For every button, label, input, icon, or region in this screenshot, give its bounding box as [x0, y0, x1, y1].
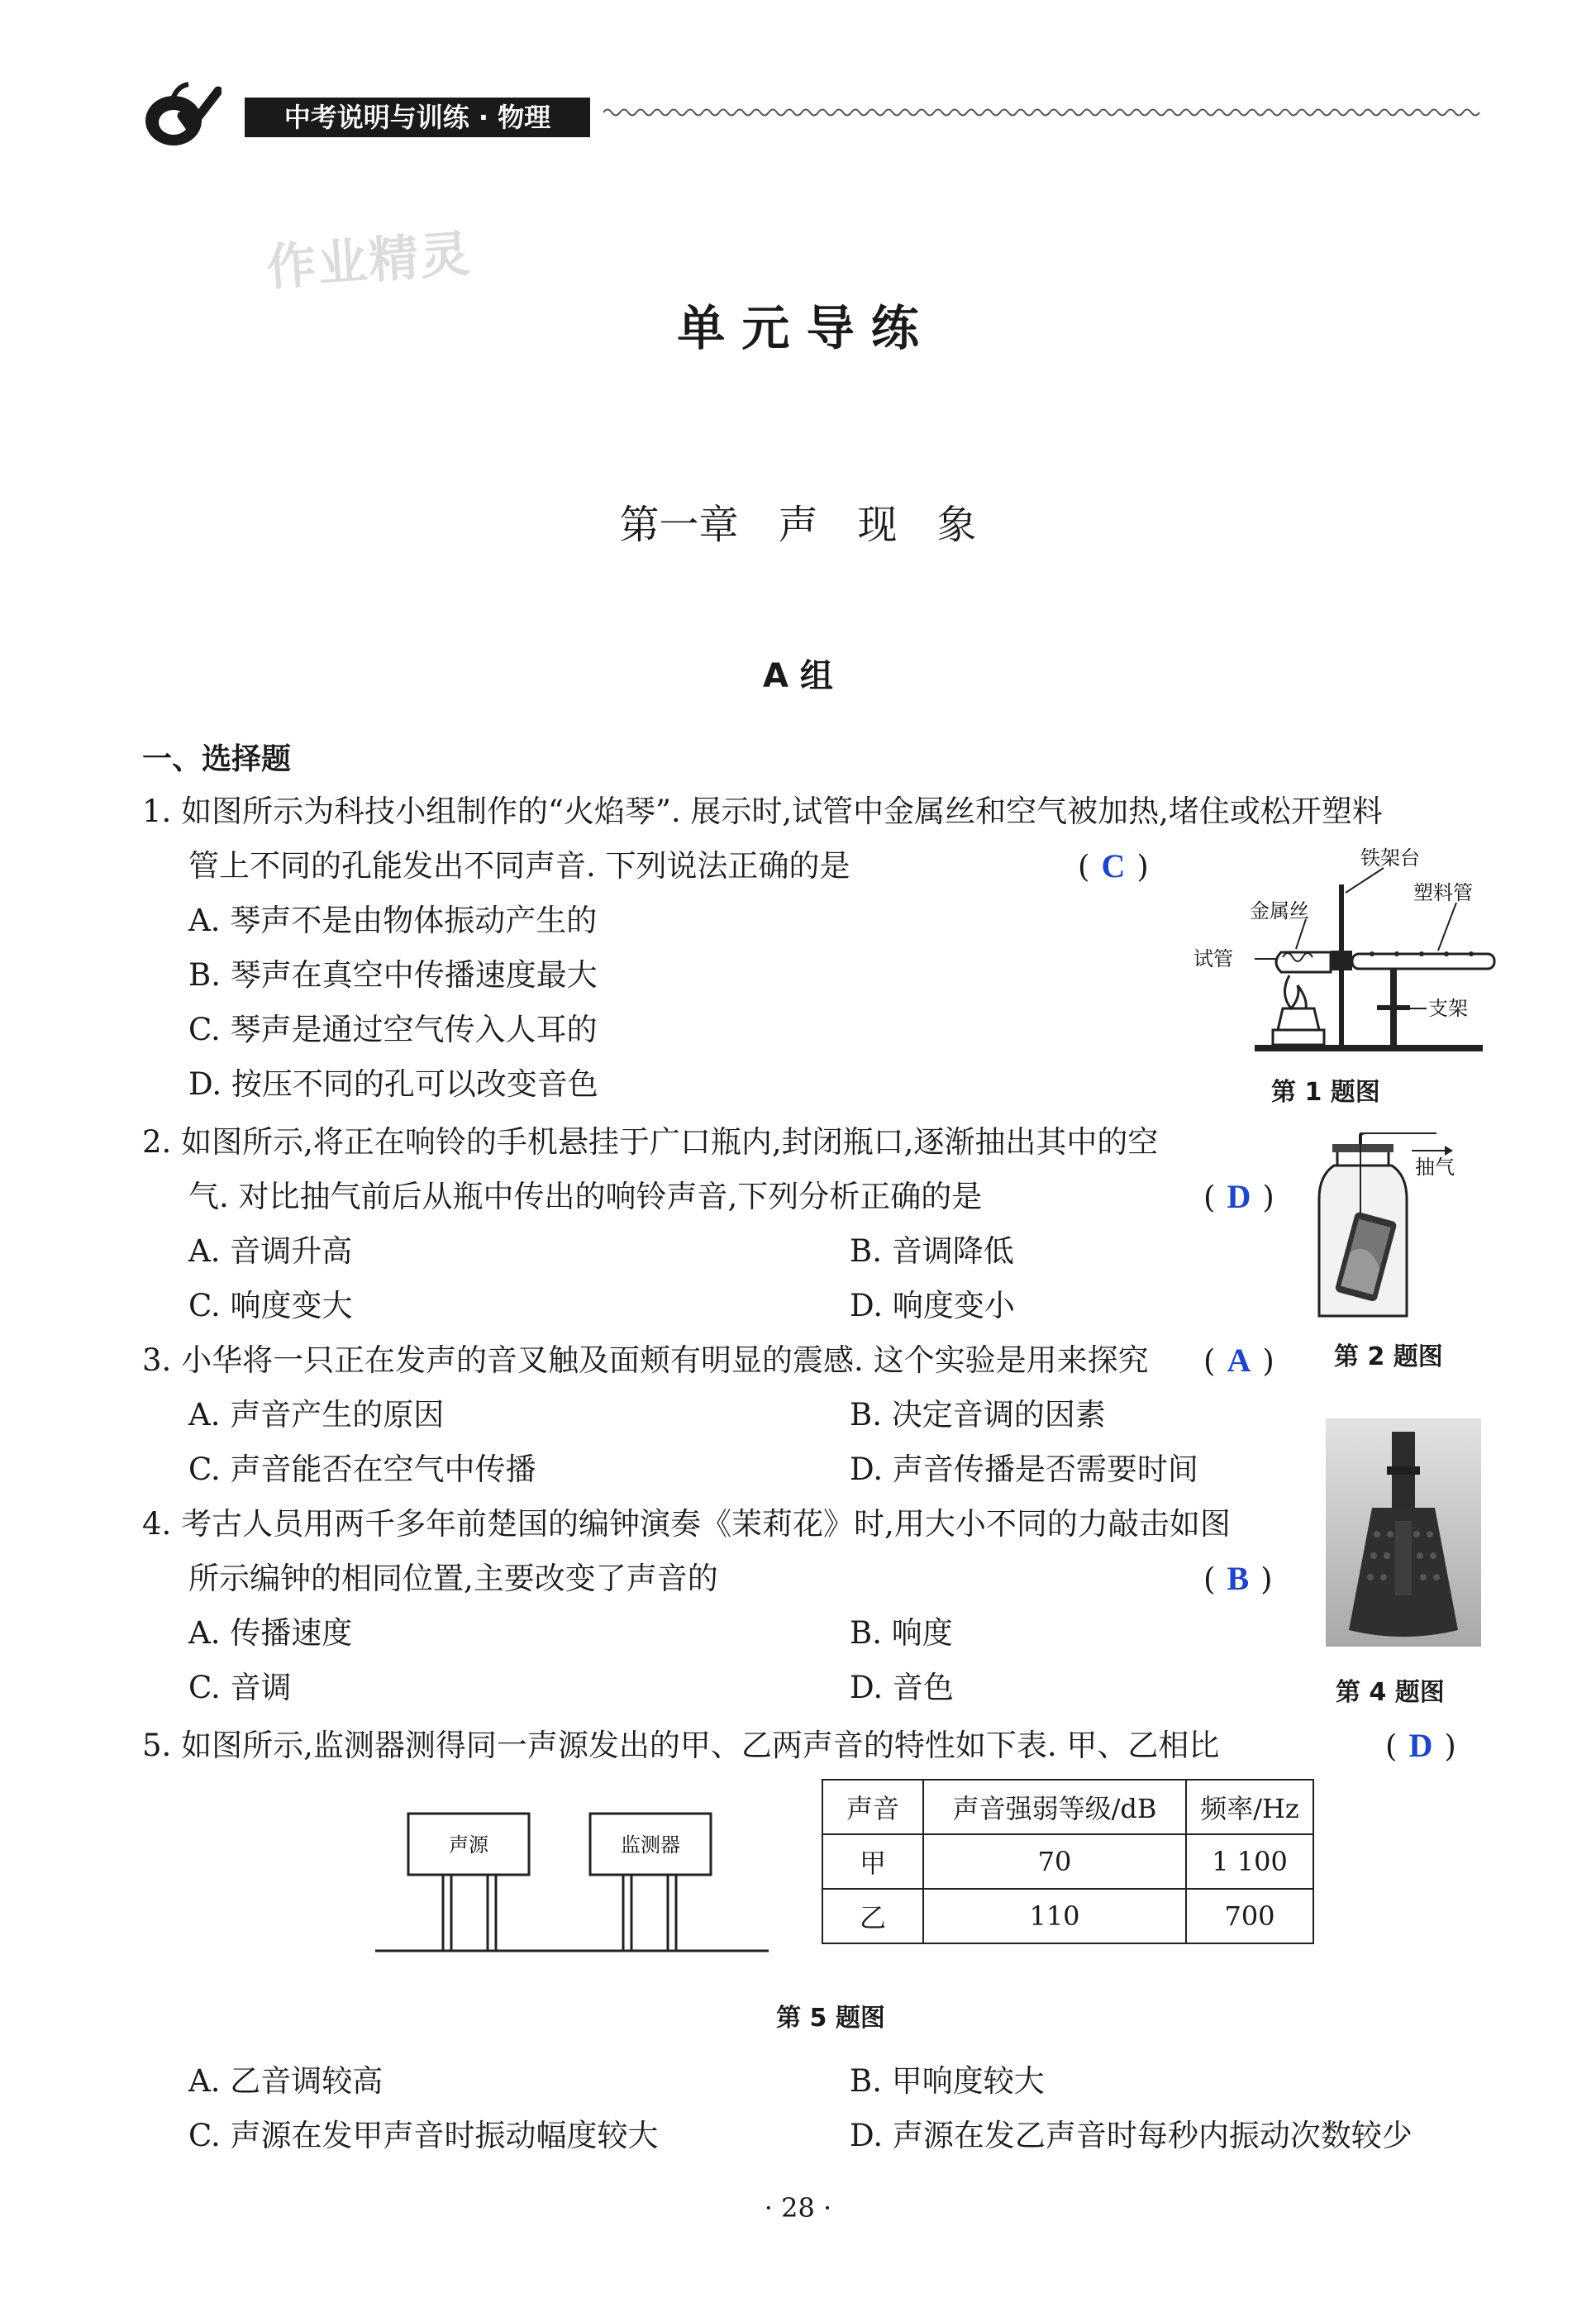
question-1-option-c: C. 琴声是通过空气传入人耳的	[188, 1012, 598, 1047]
question-4-line2: 所示编钟的相同位置,主要改变了声音的	[188, 1561, 718, 1596]
page-number: · 28 ·	[764, 2192, 832, 2224]
question-3-option-b: B. 决定音调的因素	[850, 1397, 1106, 1433]
question-3-option-c: C. 声音能否在空气中传播	[188, 1452, 536, 1487]
question-5-option-d: D. 声源在发乙声音时每秒内振动次数较少	[850, 2118, 1413, 2153]
question-4-option-d: D. 音色	[850, 1670, 954, 1705]
question-3-option-a: A. 声音产生的原因	[188, 1397, 445, 1433]
question-4-answer-box: ( B )	[1203, 1560, 1273, 1597]
question-5-answer: D	[1408, 1727, 1433, 1764]
question-1-option-d: D. 按压不同的孔可以改变音色	[188, 1066, 598, 1102]
question-3-option-d: D. 声音传播是否需要时间	[850, 1452, 1198, 1487]
series-title: 中考说明与训练 · 物理	[283, 102, 551, 133]
figure-1-flame-harp	[1190, 843, 1496, 1058]
fig1-label-support: 支架	[1428, 997, 1468, 1020]
apple-check-logo-icon	[139, 79, 222, 149]
group-title: A 组	[763, 657, 833, 695]
table-header: 声音强弱等级/dB	[923, 1780, 1186, 1834]
figure-4-caption: 第 4 题图	[1336, 1678, 1445, 1707]
fig1-label-wire: 金属丝	[1250, 899, 1309, 923]
question-1-answer: C	[1101, 847, 1126, 884]
question-1-answer-box: ( C )	[1078, 847, 1149, 884]
table-header: 声音	[822, 1780, 923, 1834]
question-5-option-a: A. 乙音调较高	[188, 2063, 384, 2099]
chapter-title: 第一章 声 现 象	[619, 502, 977, 548]
fig5-label-source: 声源	[449, 1833, 488, 1857]
question-2-line2: 气. 对比抽气前后从瓶中传出的响铃声音,下列分析正确的是	[188, 1179, 983, 1214]
figure-1-caption: 第 1 题图	[1271, 1078, 1380, 1107]
figure-2-caption: 第 2 题图	[1334, 1342, 1443, 1371]
figure-2-jar-with-phone	[1313, 1132, 1486, 1324]
question-3-answer-box: ( A )	[1203, 1342, 1274, 1379]
table-row	[822, 1889, 1313, 1943]
question-2-option-d: D. 响度变小	[850, 1288, 1015, 1323]
table-cell: 甲	[822, 1834, 923, 1889]
table-header: 频率/Hz	[1186, 1780, 1313, 1834]
question-4-answer: B	[1227, 1560, 1250, 1597]
question-1-option-a: A. 琴声不是由物体振动产生的	[188, 903, 598, 938]
section-title: 一、选择题	[142, 742, 292, 776]
sound-property-table	[822, 1779, 1314, 1944]
figure-4-bronze-bell-photo	[1326, 1418, 1481, 1647]
question-2-option-a: A. 音调升高	[188, 1233, 353, 1269]
question-4-line1: 4. 考古人员用两千多年前楚国的编钟演奏《茉莉花》时,用大小不同的力敲击如图	[142, 1506, 1231, 1542]
fig1-label-pipe: 塑料管	[1413, 881, 1473, 904]
question-5-line1: 5. 如图所示,监测器测得同一声源发出的甲、乙两声音的特性如下表. 甲、乙相比	[142, 1728, 1220, 1763]
question-2-option-b: B. 音调降低	[850, 1233, 1014, 1269]
question-2-option-c: C. 响度变大	[188, 1288, 353, 1323]
watermark: 作业精灵	[264, 225, 474, 298]
table-cell: 700	[1186, 1889, 1313, 1943]
question-4-option-b: B. 响度	[850, 1615, 953, 1651]
logo	[139, 79, 222, 149]
table-row	[822, 1834, 1313, 1889]
question-3-answer: A	[1227, 1342, 1251, 1379]
fig1-label-tube: 试管	[1193, 947, 1233, 970]
header-wavy-rule	[603, 104, 1488, 121]
question-5-option-c: C. 声源在发甲声音时振动幅度较大	[188, 2118, 659, 2153]
question-2-answer-box: ( D )	[1203, 1178, 1274, 1215]
question-3-line1: 3. 小华将一只正在发声的音叉触及面颊有明显的震感. 这个实验是用来探究	[142, 1342, 1149, 1378]
fig5-label-monitor: 监测器	[621, 1833, 680, 1857]
question-2-answer: D	[1227, 1178, 1251, 1215]
question-4-option-c: C. 音调	[188, 1670, 292, 1705]
question-5-answer-box: ( D )	[1385, 1727, 1456, 1764]
question-1-line1: 1. 如图所示为科技小组制作的“火焰琴”. 展示时,试管中金属丝和空气被加热,堵住或松开塑料	[142, 794, 1383, 829]
question-2-line1: 2. 如图所示,将正在响铃的手机悬挂于广口瓶内,封闭瓶口,逐渐抽出其中的空	[142, 1124, 1159, 1160]
fig2-label-pump: 抽气	[1415, 1156, 1455, 1179]
question-1-line2: 管上不同的孔能发出不同声音. 下列说法正确的是	[188, 848, 850, 884]
main-title: 单 元 导 练	[677, 300, 919, 356]
figure-5-source-monitor	[375, 1802, 788, 1959]
table-cell: 70	[923, 1834, 1186, 1889]
question-1-option-b: B. 琴声在真空中传播速度最大	[188, 957, 598, 993]
table-cell: 1 100	[1186, 1834, 1313, 1889]
fig1-label-stand: 铁架台	[1360, 846, 1420, 870]
figure-5-caption: 第 5 题图	[776, 2004, 885, 2033]
question-5-option-b: B. 甲响度较大	[850, 2063, 1045, 2099]
table-header-row	[822, 1780, 1313, 1834]
table-cell: 乙	[822, 1889, 923, 1943]
table-cell: 110	[923, 1889, 1186, 1943]
question-4-option-a: A. 传播速度	[188, 1615, 353, 1651]
